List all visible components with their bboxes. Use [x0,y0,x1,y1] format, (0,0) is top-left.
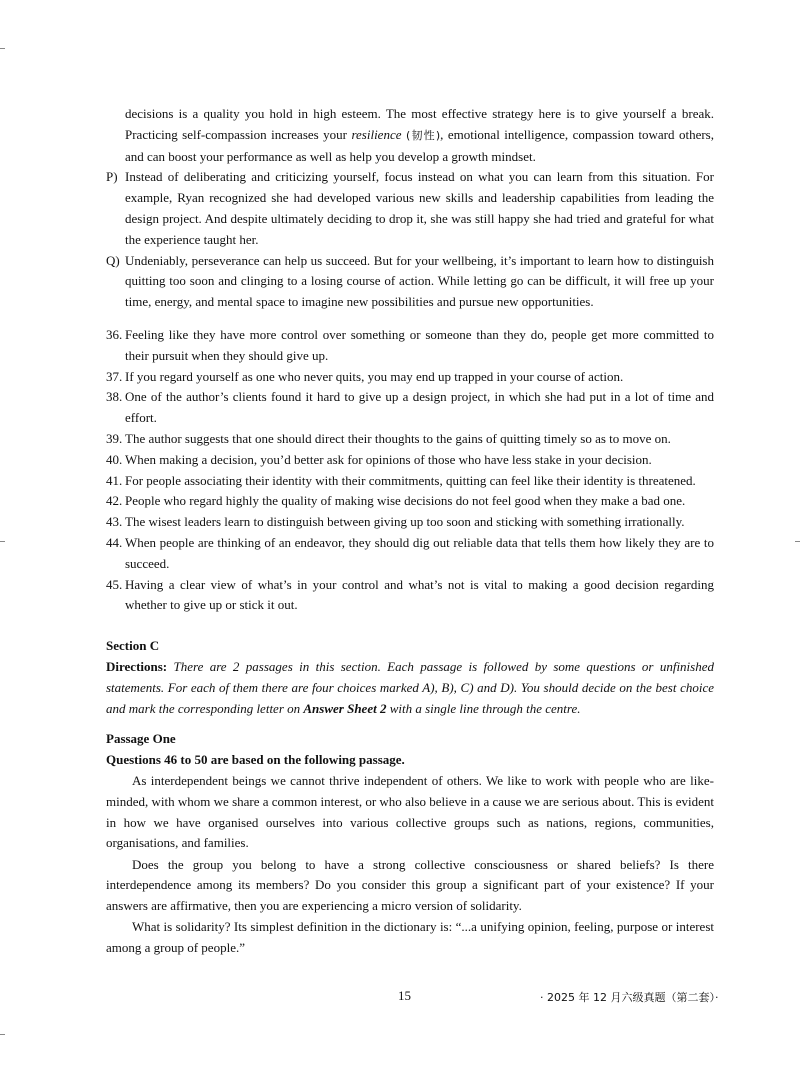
paragraph-text: decisions is a quality you hold in high esteem. The most effective strategy here is to give yourself a break. Practicing self-compassion increases your [125,106,714,142]
question-item [106,367,714,388]
question-number: 41. [106,472,123,488]
question-item [106,491,714,512]
question-text: The author suggests that one should direct their thoughts to the gains of quitting timely so as to move on. [125,430,671,446]
question-item [106,429,714,450]
question-item [106,387,714,429]
passage-paragraph: As interdependent beings we cannot thrive independent of others. We like to work with people who are like-minded, with whom we share a common interest, or who also believe in a cause we are serious about. This is evident in how we have organised ourselves into various collective groups such as nations, regions, communities, organisations, and families. [106,772,714,851]
passage-title: Passage One [106,731,176,747]
crop-mark [0,48,5,49]
chinese-gloss: (韧性) [405,128,441,142]
question-item [106,450,714,471]
directions-text: There are 2 passages in this section. Each passage is followed by some questions or unfinished statements. For each of them there are four choices marked A), B), C) and D). You should decide on the best choice and mark the corresponding letter on [106,658,714,716]
directions-text: with a single line through the centre. [386,700,581,716]
paragraph-o-continued [106,104,714,167]
question-number: 36. [106,326,123,342]
page-content [106,104,714,960]
question-item [106,325,714,367]
paragraph-q [106,251,714,313]
term-resilience: resilience [351,126,402,142]
question-text: Having a clear view of what’s in your control and what’s not is vital to making a good decision regarding whether to give up or stick it out. [125,576,714,613]
crop-mark [795,541,800,542]
question-list [106,325,714,616]
question-item [106,533,714,575]
question-number: 37. [106,368,123,384]
question-item [106,471,714,492]
answer-sheet-ref: Answer Sheet 2 [303,700,387,716]
question-text: People who regard highly the quality of making wise decisions do not feel good when they make a bad one. [125,493,686,509]
question-number: 44. [106,534,123,550]
paragraph-text: Undeniably, perseverance can help us succeed. But for your wellbeing, it’s important to learn how to distinguish quitting too soon and clinging to a losing course of action. While letting go can be difficult, it will free up your time, energy, and mental space to imagine new possibilities and pursue new opportunities. [125,252,714,310]
page-number: 15 [398,988,411,1003]
question-text: If you regard yourself as one who never quits, you may end up trapped in your course of action. [125,368,624,384]
paragraph-label: P) [106,169,118,185]
exam-label: · 2025 年 12 月六级真题（第二套）· [540,991,719,1004]
question-number: 42. [106,493,123,509]
question-text: One of the author’s clients found it hard to give up a design project, in which she had put in a lot of time and effort. [125,389,714,426]
question-item [106,512,714,533]
paragraph-text: Instead of deliberating and criticizing yourself, focus instead on what you can learn from this situation. For example, Ryan recognized she had developed various new skills and leadership capabilities from leading the design project. And despite ultimately deciding to drop it, she was still happy she had tried and grateful for what the experience taught her. [125,169,714,247]
question-text: When people are thinking of an endeavor, they should dig out reliable data that tells them how likely they are to succeed. [125,534,714,571]
question-number: 43. [106,514,123,530]
crop-mark [0,541,5,542]
paragraph-label: Q) [106,252,120,268]
paragraph-text: , emotional intelligence, compassion toward others, and can boost your performance as well as help you develop a growth mindset. [125,126,714,164]
directions-label: Directions: [106,658,168,674]
directions [106,657,714,719]
paragraph-p [106,167,714,250]
question-text: For people associating their identity with their commitments, quitting can feel like their identity is threatened. [125,472,696,488]
question-number: 40. [106,451,123,467]
passage-questions-line: Questions 46 to 50 are based on the following passage. [106,752,405,768]
question-number: 39. [106,430,123,446]
section-heading: Section C [106,638,160,654]
question-number: 45. [106,576,123,592]
crop-mark [0,1034,5,1035]
passage-paragraph: Does the group you belong to have a strong collective consciousness or shared beliefs? Is there interdependence among its members? Do you consider this group a significant part of your existence? If your answers are affirmative, then you are experiencing a micro version of solidarity. [106,856,714,914]
question-number: 38. [106,389,123,405]
question-item [106,575,714,617]
question-text: Feeling like they have more control over something or someone than they do, people get more committed to their pursuit when they should give up. [125,326,714,363]
question-text: When making a decision, you’d better ask for opinions of those who have less stake in your decision. [125,451,652,467]
passage-paragraph: What is solidarity? Its simplest definition in the dictionary is: “...a unifying opinion, feeling, purpose or interest among a group of people.” [106,919,714,956]
question-text: The wisest leaders learn to distinguish between giving up too soon and sticking with something irrationally. [125,514,685,530]
